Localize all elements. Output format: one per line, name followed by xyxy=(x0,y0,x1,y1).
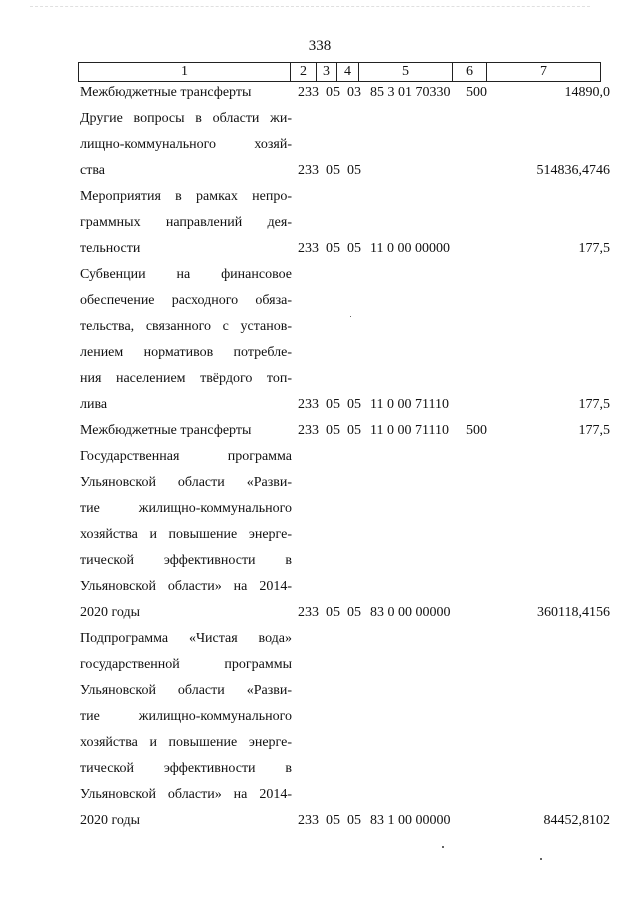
header-col-2: 2 xyxy=(291,63,317,81)
row-name xyxy=(80,184,292,262)
cell-c5: 11 0 00 71110 xyxy=(370,423,449,438)
cell-c2: 233 xyxy=(298,163,319,178)
row-name-line: Мероприятия в рамках непро- xyxy=(80,189,292,204)
row-name-line: хозяйства и повышение энерге- xyxy=(80,735,292,750)
row-name-line: граммных направлений дея- xyxy=(80,215,292,230)
row-name-line: тической эффективности в xyxy=(80,553,292,568)
scan-speck xyxy=(350,316,351,317)
cell-c4: 05 xyxy=(347,163,361,178)
row-name-line: ния населением твёрдого топ- xyxy=(80,371,292,386)
table-row xyxy=(0,80,640,106)
page-number: 338 xyxy=(308,38,332,54)
row-name-line: тельства, связанного с установ- xyxy=(80,319,292,334)
row-name-line: хозяйства и повышение энерге- xyxy=(80,527,292,542)
row-name xyxy=(80,444,292,626)
cell-c5: 83 0 00 00000 xyxy=(370,605,451,620)
cell-c2: 233 xyxy=(298,85,319,100)
cell-c5: 11 0 00 71110 xyxy=(370,397,449,412)
cell-c4: 05 xyxy=(347,241,361,256)
row-name-line: Субвенции на финансовое xyxy=(80,267,292,282)
header-col-3: 3 xyxy=(317,63,337,81)
cell-c7: 177,5 xyxy=(578,241,610,256)
cell-c4: 05 xyxy=(347,423,361,438)
cell-c6: 500 xyxy=(466,85,487,100)
table-row xyxy=(0,418,640,444)
table-row xyxy=(0,444,640,626)
cell-c6: 500 xyxy=(466,423,487,438)
scan-speck xyxy=(442,846,444,848)
row-name-line: тической эффективности в xyxy=(80,761,292,776)
cell-c3: 05 xyxy=(326,813,340,828)
row-name-line: тие жилищно-коммунального xyxy=(80,709,292,724)
row-name-line: государственной программы xyxy=(80,657,292,672)
table-row xyxy=(0,262,640,418)
cell-c3: 05 xyxy=(326,163,340,178)
row-name-line: Ульяновской области «Разви- xyxy=(80,683,292,698)
row-name xyxy=(80,106,292,184)
scan-artifact-line xyxy=(30,6,590,11)
cell-c7: 360118,4156 xyxy=(537,605,610,620)
row-name-line: лищно-коммунального хозяй- xyxy=(80,137,292,152)
cell-c3: 05 xyxy=(326,241,340,256)
row-name xyxy=(80,418,292,444)
row-name-line: тельности xyxy=(80,241,141,256)
table-row xyxy=(0,184,640,262)
table-row xyxy=(0,626,640,834)
cell-c2: 233 xyxy=(298,605,319,620)
row-name-line: Межбюджетные трансферты xyxy=(80,423,252,438)
header-col-5: 5 xyxy=(359,63,453,81)
row-name-line: Государственная программа xyxy=(80,449,292,464)
cell-c7: 177,5 xyxy=(578,397,610,412)
row-name-line: Ульяновской области» на 2014- xyxy=(80,787,292,802)
cell-c3: 05 xyxy=(326,423,340,438)
table-header xyxy=(78,62,601,82)
cell-c5: 85 3 01 70330 xyxy=(370,85,451,100)
row-name-line: Подпрограмма «Чистая вода» xyxy=(80,631,292,646)
row-name xyxy=(80,80,292,106)
cell-c3: 05 xyxy=(326,85,340,100)
row-name xyxy=(80,262,292,418)
row-name-line: Ульяновской области «Разви- xyxy=(80,475,292,490)
cell-c4: 05 xyxy=(347,605,361,620)
row-name-line: 2020 годы xyxy=(80,605,141,620)
row-name xyxy=(80,626,292,834)
row-name-line: лива xyxy=(80,397,108,412)
cell-c3: 05 xyxy=(326,605,340,620)
row-name-line: тие жилищно-коммунального xyxy=(80,501,292,516)
row-name-line: ства xyxy=(80,163,105,178)
header-col-7: 7 xyxy=(540,64,547,79)
row-name-line: Межбюджетные трансферты xyxy=(80,85,252,100)
cell-c7: 14890,0 xyxy=(564,85,610,100)
cell-c7: 514836,4746 xyxy=(536,163,610,178)
header-col-6: 6 xyxy=(453,63,487,81)
scan-speck xyxy=(540,858,542,860)
header-col-4: 4 xyxy=(337,63,359,81)
cell-c3: 05 xyxy=(326,397,340,412)
cell-c4: 03 xyxy=(347,85,361,100)
cell-c5: 11 0 00 00000 xyxy=(370,241,450,256)
cell-c7: 177,5 xyxy=(578,423,610,438)
header-col-1: 1 xyxy=(79,63,291,81)
cell-c4: 05 xyxy=(347,813,361,828)
row-name-line: Другие вопросы в области жи- xyxy=(80,111,292,126)
table-row xyxy=(0,106,640,184)
row-name-line: 2020 годы xyxy=(80,813,141,828)
cell-c2: 233 xyxy=(298,241,319,256)
cell-c5: 83 1 00 00000 xyxy=(370,813,451,828)
cell-c4: 05 xyxy=(347,397,361,412)
row-name-line: лением нормативов потребле- xyxy=(80,345,292,360)
cell-c7: 84452,8102 xyxy=(543,813,610,828)
row-name-line: Ульяновской области» на 2014- xyxy=(80,579,292,594)
row-name-line: обеспечение расходного обяза- xyxy=(80,293,292,308)
cell-c2: 233 xyxy=(298,813,319,828)
cell-c2: 233 xyxy=(298,397,319,412)
cell-c2: 233 xyxy=(298,423,319,438)
